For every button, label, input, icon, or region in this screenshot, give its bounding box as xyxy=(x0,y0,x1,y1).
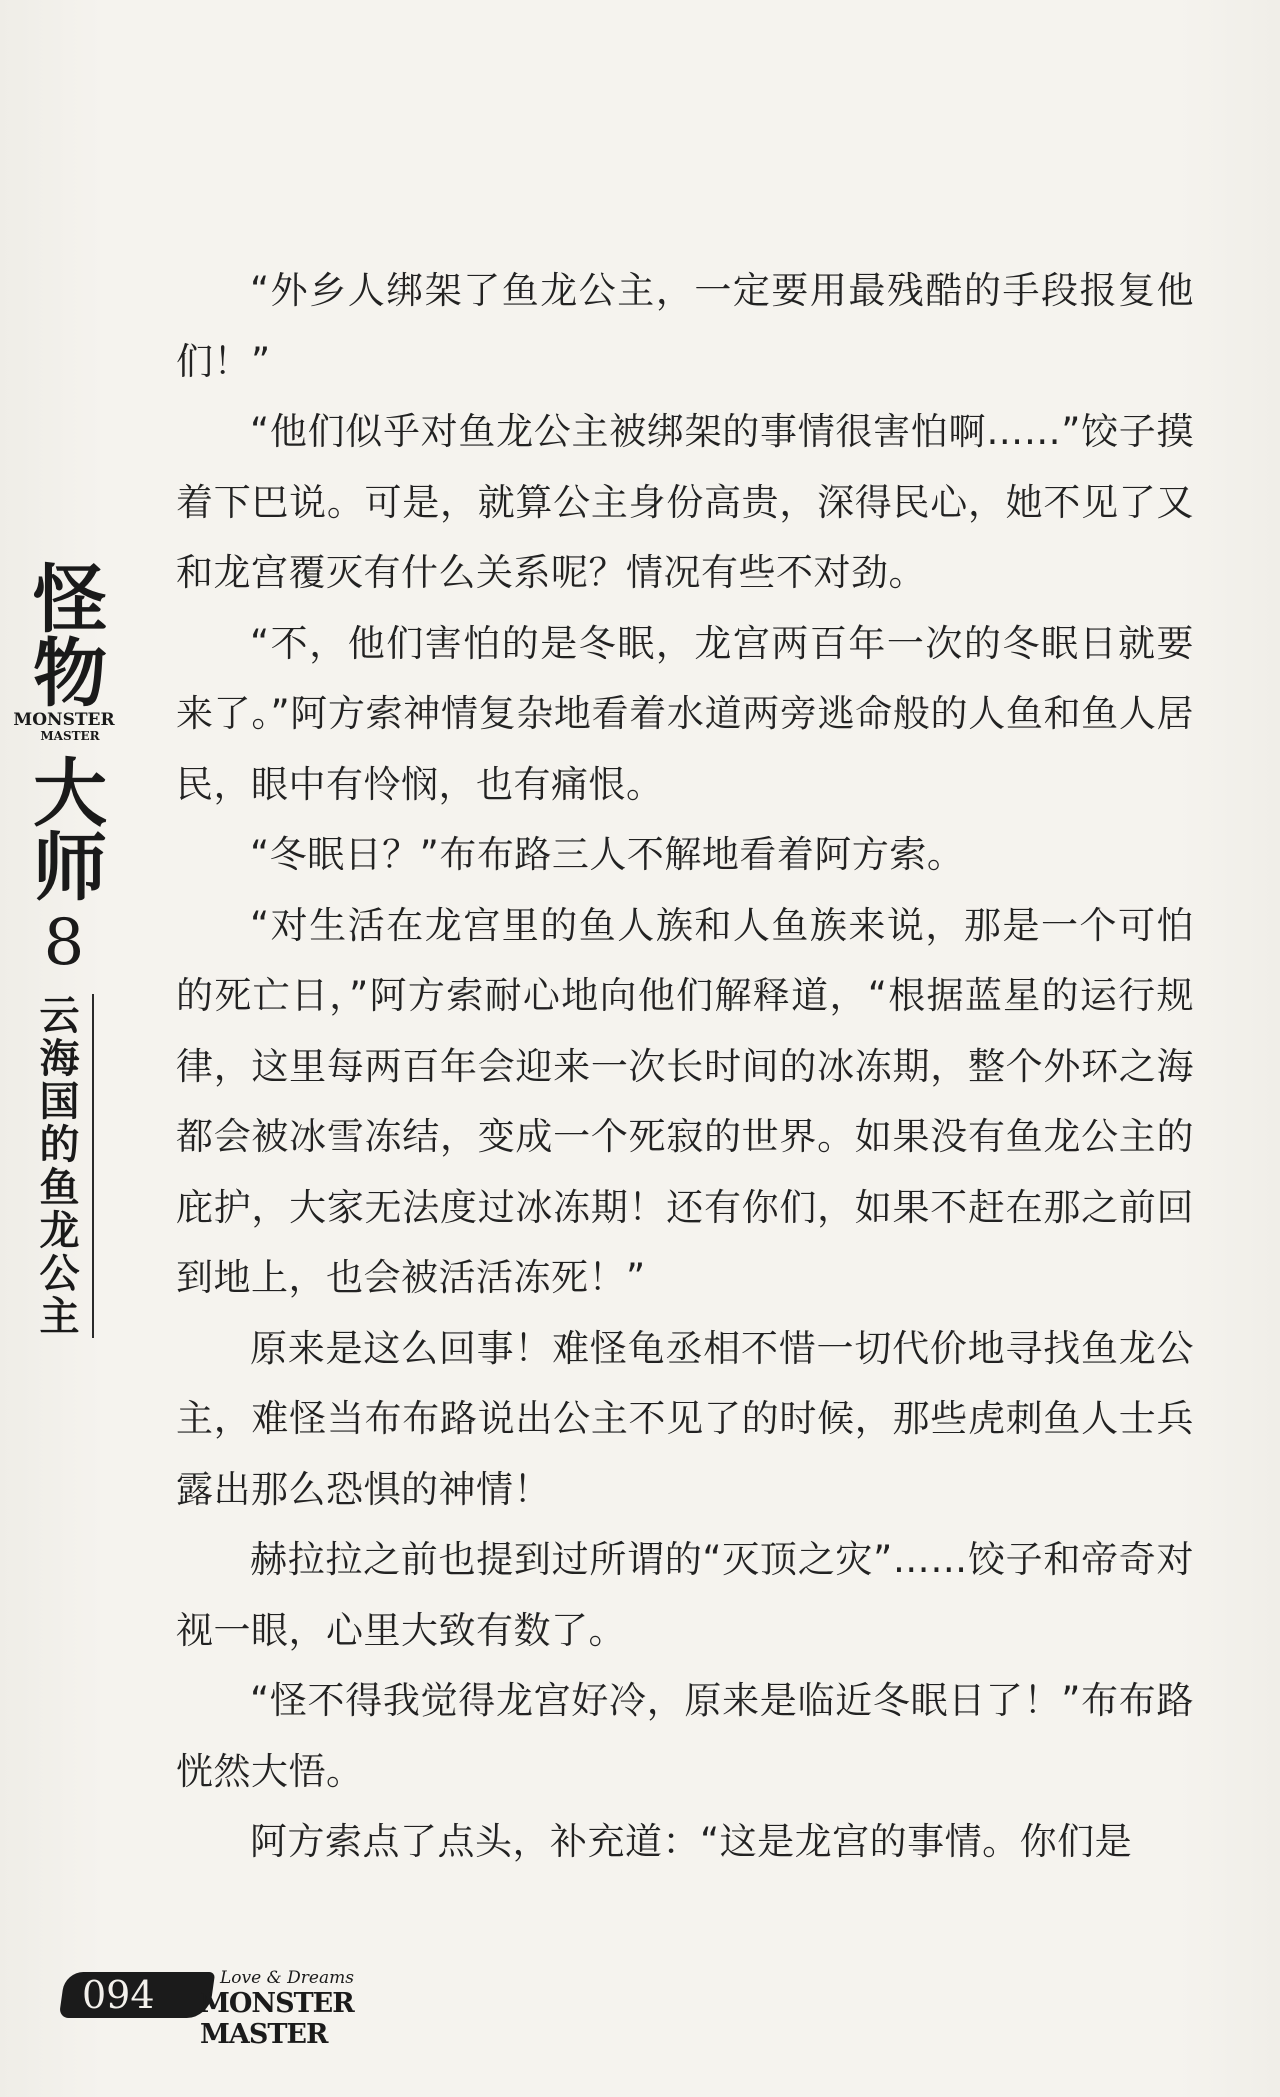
footer-tagline: Love & Dreams xyxy=(220,1968,354,1988)
paragraph: 原来是这么回事！难怪龟丞相不惜一切代价地寻找鱼龙公主，难怪当布布路说出公主不见了的时候，那些虎刺鱼人士兵露出那么恐惧的神情！ xyxy=(176,1326,1194,1511)
paragraph: “不，他们害怕的是冬眠，龙宫两百年一次的冬眠日就要来了。”阿方索神情复杂地看着水道两旁逃命般的人鱼和鱼人居民，眼中有怜悯，也有痛恨。 xyxy=(176,621,1194,806)
volume-subtitle: 云海国的鱼龙公主 xyxy=(33,994,79,1338)
paragraph: “怪不得我觉得龙宫好冷，原来是临近冬眠日了！”布布路恍然大悟。 xyxy=(176,1679,1194,1793)
paragraph: “冬眠日？”布布路三人不解地看着阿方索。 xyxy=(250,833,965,876)
page-number: 094 xyxy=(82,1973,155,2017)
brand-line-monster: MONSTER xyxy=(13,710,115,730)
spine-title xyxy=(14,560,114,1338)
page-footer xyxy=(62,1968,442,2050)
paragraph: 阿方索点了点头，补充道：“这是龙宫的事情。你们是 xyxy=(250,1820,1133,1863)
brand-line-master: MASTER xyxy=(40,729,100,743)
series-title-top: 怪物 xyxy=(21,560,107,708)
body-text xyxy=(176,256,1194,1878)
paragraph: “他们似乎对鱼龙公主被绑架的事情很害怕啊……”饺子摸着下巴说。可是，就算公主身份高贵，深得民心，她不见了又和龙宫覆灭有什么关系呢？情况有些不对劲。 xyxy=(176,410,1194,594)
paragraph: 赫拉拉之前也提到过所谓的“灭顶之灾”……饺子和帝奇对视一眼，心里大致有数了。 xyxy=(176,1538,1194,1652)
series-brand-logo xyxy=(13,712,114,744)
paragraph: “外乡人绑架了鱼龙公主，一定要用最残酷的手段报复他们！” xyxy=(176,269,1194,383)
volume-subtitle-block xyxy=(34,994,94,1338)
footer-series-name: MONSTER MASTER xyxy=(200,1988,354,2050)
series-title-bottom: 大师 xyxy=(21,754,107,902)
paragraph: “对生活在龙宫里的鱼人族和人鱼族来说，那是一个可怕的死亡日，”阿方索耐心地向他们解释道，“根据蓝星的运行规律，这里每两百年会迎来一次长时间的冰冻期，整个外环之海都会被冰雪冻结，变成一个死寂的世界。如果没有鱼龙公主的庇护，大家无法度过冰冻期！还有你们，如果不赶在那之前回到地上，也会被活活冻死！” xyxy=(176,903,1194,1299)
volume-number: 8 xyxy=(43,906,85,980)
